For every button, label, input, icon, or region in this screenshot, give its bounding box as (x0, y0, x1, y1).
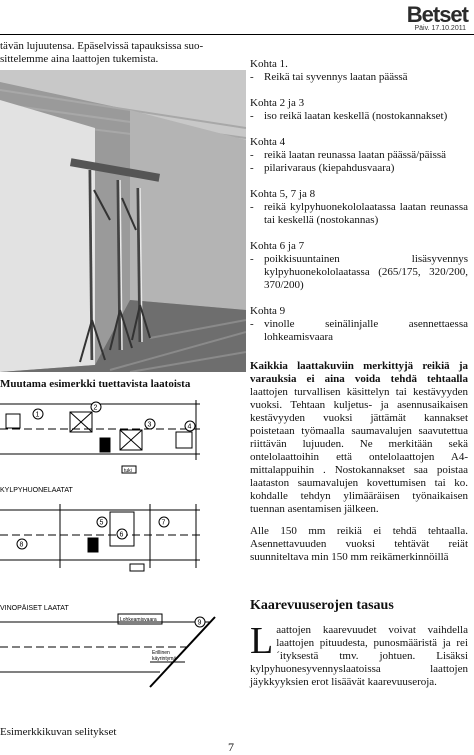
section-text: aattojen kaarevuudet voivat vaihdella laattojen pituudesta, punosmääristä ja rei´ityksestä tmv. johtuen. Lisäksi kylpyhuonesyvennyslaatoissa laattojen jäykkyyksien erot lisäävät kaarevuuseroja. (250, 624, 468, 688)
kohta-item: - Reikä tai syvennys laatan päässä (250, 71, 408, 83)
marker-4: 4 (187, 423, 192, 431)
drawing-label-bath: KYLPYHUONELAATAT (0, 487, 73, 494)
kohdat-list (250, 58, 468, 357)
drawing-label-kayrintyme: käyrintymä (152, 656, 177, 662)
kohta-group (250, 188, 468, 227)
kohta-title: Kohta 4 (250, 136, 286, 148)
document-date: Päiv. 17.10.2011 (414, 25, 466, 32)
kohta-item: - reikä laatan reunassa laatan päässä/päissä (250, 149, 447, 161)
company-logo: Betset (406, 2, 468, 27)
kohta-item: - reikä kylpyhuonekololaatassa laatan reunassa tai keskellä (nostokannas) (250, 201, 468, 226)
slab-drawings (0, 392, 238, 697)
paragraph-1 (250, 360, 468, 516)
kohta-title: Kohta 1. (250, 58, 288, 70)
kohta-item: - poikkisuuntainen lisäsyvennys kylpyhuonekololaatassa (265/175, 320/200, 370/200) (250, 253, 468, 291)
drawing-label-erillinen: Erillinen (152, 650, 170, 656)
marker-2: 2 (93, 404, 98, 412)
marker-1: 1 (35, 411, 40, 419)
drawing-label-oblique: VINOPÄISET LAATAT (0, 605, 69, 612)
section-heading: Kaarevuuserojen tasaus (250, 598, 394, 613)
dropcap-letter: L (250, 620, 274, 662)
kohta-group (250, 305, 468, 344)
kohta-item: - pilarivaraus (kiepahdusvaara) (250, 162, 395, 174)
right-body-text (250, 360, 468, 573)
intro-line: tävän lujuutensa. Epäselvissä tapauksissa suo- (0, 40, 204, 52)
shoring-photo (0, 70, 246, 372)
intro-text (0, 40, 220, 66)
marker-7: 7 (161, 519, 166, 527)
section-paragraph (250, 620, 468, 689)
kohta-group (250, 58, 468, 84)
kohta-title: Kohta 5, 7 ja 8 (250, 188, 316, 200)
kohta-item: - iso reikä laatan keskellä (nostokannakset) (250, 110, 448, 122)
bold-lead: Kaikkia laattakuviin merkittyjä reikiä ja varauksia ei aina voida tehdä tehtaalla (250, 360, 468, 385)
marker-6: 6 (119, 531, 124, 539)
marker-9: 9 (197, 619, 202, 627)
header-rule (0, 34, 474, 35)
kohta-item: - vinolle seinälinjalle asennettaessa lohkeamisvaara (250, 318, 468, 343)
marker-3: 3 (147, 421, 152, 429)
kohta-title: Kohta 6 ja 7 (250, 240, 305, 252)
drawing-label-lohkeamisvaara: Lohkeamisvaara (120, 617, 157, 623)
kohta-group (250, 97, 468, 123)
paragraph-2: Alle 150 mm reikiä ei tehdä tehtaalla. Asennettavuuden vuoksi tehtävät reiät suunniteltava min 150 mm reikämerkinnöillä (250, 525, 468, 563)
examples-caption: Muutama esimerkki tuettavista laatoista (0, 378, 191, 390)
paragraph-1-rest: laattojen turvallisen käsittelyn tai kestävyyden vuoksi. Tehtaan kuljetus- ja asennusaikaisen kestävyyden vuoksi jättämät kannakset poistetaan työmaalla saumavalujen saavutettua riittävän lujuuden. Ne merkitään sekä ontelolaattoihin että ontelolaattojen A4-mittalappuihin . Nostokannakset saa poistaa laataston saumavalujen kovettumisen tai ko. kohdalle tehdyn ylimääräisen työnaikaisen tuennan asentamisen jälkeen. (250, 386, 468, 515)
kohta-title: Kohta 2 ja 3 (250, 97, 305, 109)
marker-8: 8 (19, 541, 24, 549)
page-number: 7 (228, 740, 234, 754)
intro-line: sittelemme aina laattojen tukemista. (0, 53, 159, 65)
kohta-title: Kohta 9 (250, 305, 286, 317)
marker-5: 5 (99, 519, 104, 527)
kohta-group (250, 136, 468, 175)
drawing-label-tuki: tuki (124, 468, 132, 474)
legend-caption: Esimerkkikuvan selitykset (0, 726, 117, 738)
kohta-group (250, 240, 468, 292)
